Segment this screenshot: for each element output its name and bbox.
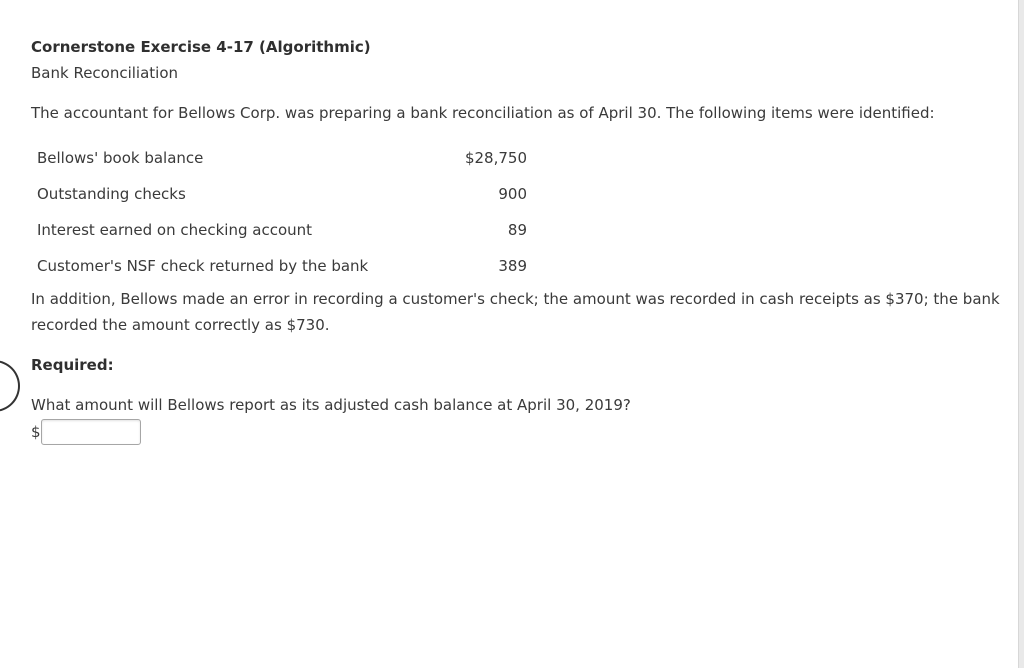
item-value: 89 [507, 221, 527, 239]
item-label: Bellows' book balance [37, 149, 204, 167]
table-row [31, 140, 527, 176]
currency-symbol: $ [31, 423, 41, 441]
side-arc-decoration [0, 360, 20, 412]
table-row [31, 176, 527, 212]
table-row [31, 248, 527, 284]
question-text: What amount will Bellows report as its adjusted cash balance at April 30, 2019? [31, 396, 631, 414]
table-row [31, 212, 527, 248]
item-label: Interest earned on checking account [37, 221, 313, 239]
exercise-content [31, 36, 1016, 441]
item-value: 389 [498, 257, 527, 275]
required-heading: Required: [31, 356, 114, 374]
addition-text: In addition, Bellows made an error in recording a customer's check; the amount was recorded in cash receipts as $370; the bank recorded the amount correctly as $730. [31, 290, 1000, 334]
item-value: 900 [498, 185, 527, 203]
item-label: Outstanding checks [37, 185, 186, 203]
right-scroll-edge [1018, 0, 1024, 668]
intro-text: The accountant for Bellows Corp. was preparing a bank reconciliation as of April 30. The following items were identified: [31, 104, 935, 122]
exercise-title: Cornerstone Exercise 4-17 (Algorithmic) [31, 38, 371, 56]
adjusted-cash-balance-input[interactable] [41, 419, 141, 445]
item-value: $28,750 [464, 149, 527, 167]
item-label: Customer's NSF check returned by the bank [37, 257, 369, 275]
exercise-subtitle: Bank Reconciliation [31, 64, 179, 82]
answer-row [31, 419, 141, 445]
items-table [31, 140, 527, 284]
